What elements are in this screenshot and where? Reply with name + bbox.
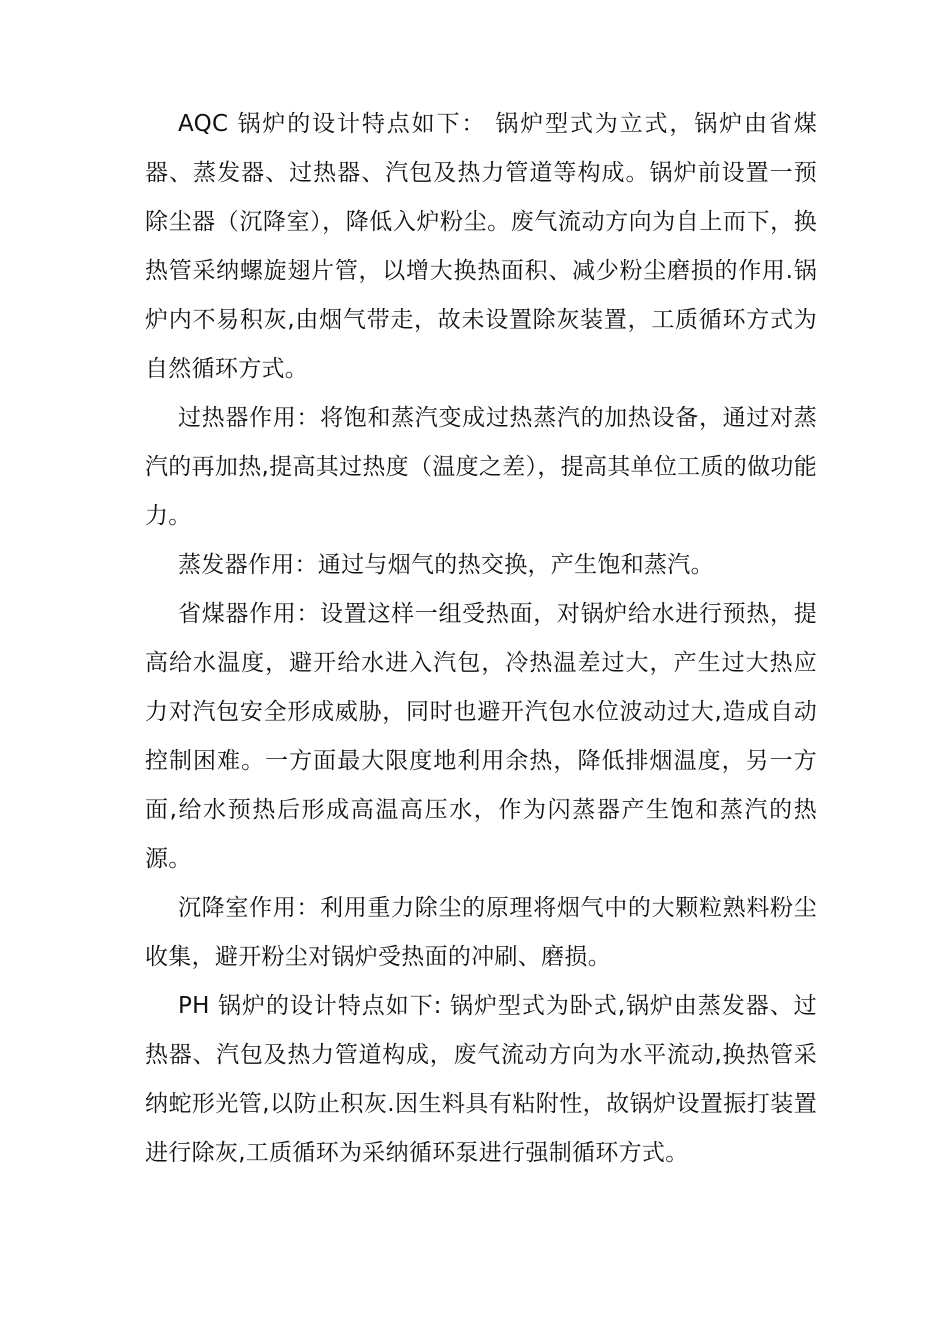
paragraph-superheater: 过热器作用：将饱和蒸汽变成过热蒸汽的加热设备，通过对蒸汽的再加热,提高其过热度（温度之差），提高其单位工质的做功能力。 bbox=[145, 405, 817, 529]
paragraph-ph-boiler: PH 锅炉的设计特点如下: 锅炉型式为卧式,锅炉由蒸发器、过热器、汽包及热力管道构成，废气流动方向为水平流动,换热管采纳蛇形光管,以防止积灰.因生料具有粘附性，故锅炉设置振打装置进行除灰,工质循环为采纳循环泵进行强制循环方式。 bbox=[145, 993, 817, 1166]
paragraph-evaporator: 蒸发器作用：通过与烟气的热交换，产生饱和蒸汽。 bbox=[178, 552, 714, 578]
paragraph-settling-chamber: 沉降室作用：利用重力除尘的原理将烟气中的大颗粒熟料粉尘收集，避开粉尘对锅炉受热面的冲刷、磨损。 bbox=[145, 895, 817, 970]
document-body bbox=[145, 100, 817, 1178]
paragraph-aqc-boiler: AQC 锅炉的设计特点如下： 锅炉型式为立式，锅炉由省煤器、蒸发器、过热器、汽包及热力管道等构成。锅炉前设置一预除尘器（沉降室），降低入炉粉尘。废气流动方向为自上而下，换热管采纳螺旋翅片管，以增大换热面积、减少粉尘磨损的作用.锅炉内不易积灰,由烟气带走，故未设置除灰装置，工质循环方式为自然循环方式。 bbox=[145, 111, 817, 382]
paragraph-economizer: 省煤器作用：设置这样一组受热面，对锅炉给水进行预热，提高给水温度，避开给水进入汽包，冷热温差过大，产生过大热应力对汽包安全形成威胁，同时也避开汽包水位波动过大,造成自动控制困难。一方面最大限度地利用余热，降低排烟温度，另一方面,给水预热后形成高温高压水，作为闪蒸器产生饱和蒸汽的热源。 bbox=[145, 601, 817, 872]
